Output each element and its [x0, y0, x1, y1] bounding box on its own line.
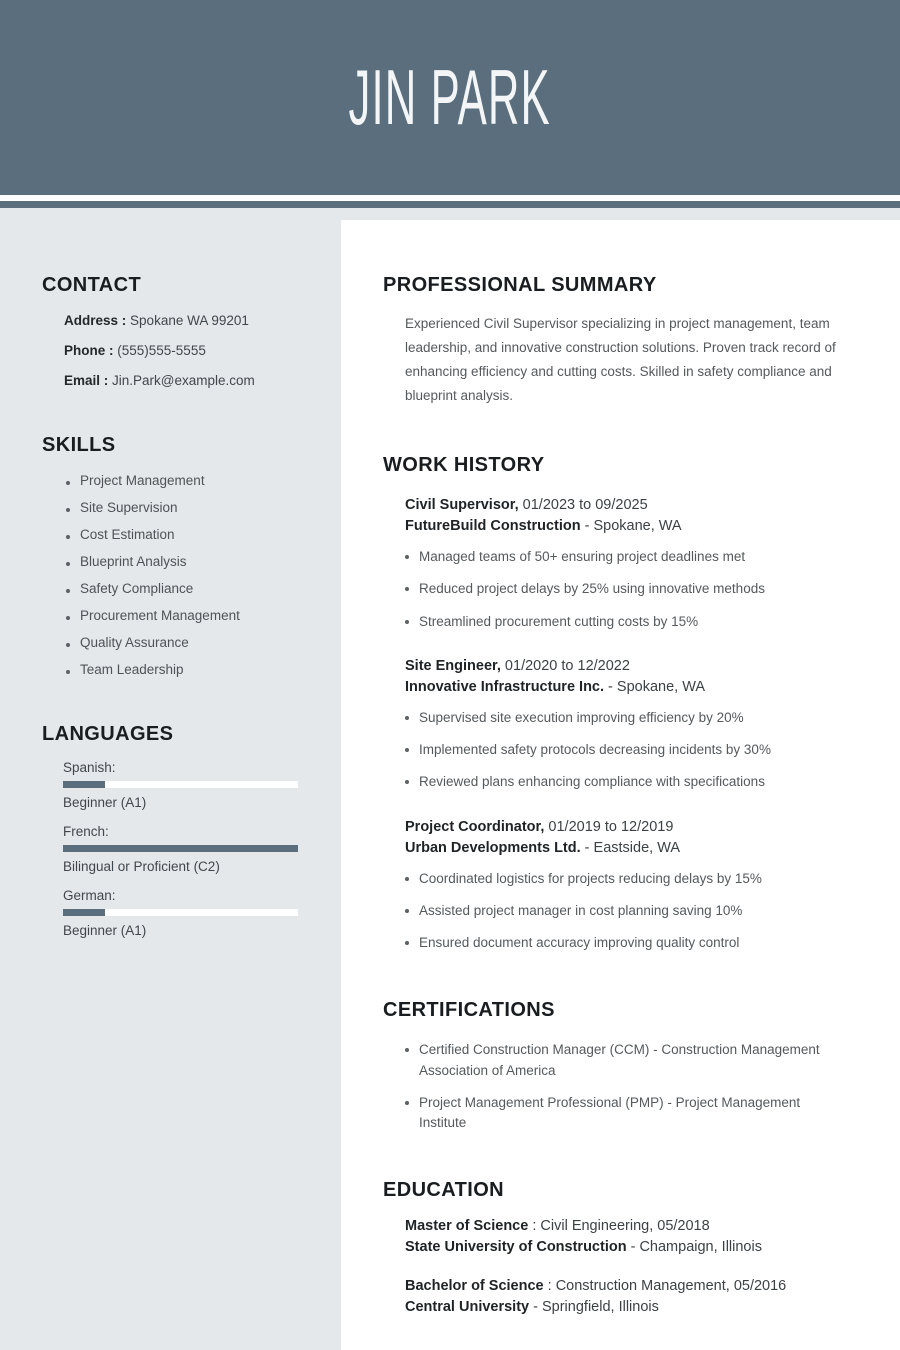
education-degree-line: [405, 1276, 855, 1297]
education-title: EDUCATION: [383, 1179, 505, 1202]
skill-item: [66, 608, 321, 623]
skill-item: [66, 473, 321, 488]
job-title-line: [405, 656, 855, 677]
bullet-item: [405, 1040, 833, 1081]
bullet-text: Certified Construction Manager (CCM) - Construction Management Association of America: [419, 1042, 820, 1078]
language-progress-bar: [63, 845, 298, 852]
job-location: - Spokane, WA: [580, 518, 682, 535]
bullet-dot-icon: [405, 877, 409, 881]
candidate-name: JIN PARK: [348, 53, 552, 141]
job-entry: [383, 656, 855, 793]
job-dates: 01/2019 to 12/2019: [544, 818, 674, 835]
skills-title: SKILLS: [42, 434, 116, 456]
bullet-item: [405, 579, 855, 599]
job-dates: 01/2020 to 12/2022: [500, 657, 630, 674]
language-level: Bilingual or Proficient (C2): [63, 859, 220, 874]
contact-value: (555)555-5555: [117, 343, 206, 358]
education-entry: [383, 1216, 855, 1258]
skill-label: Project Management: [80, 473, 205, 488]
education-school: State University of Construction: [405, 1239, 627, 1256]
education-list: [383, 1216, 855, 1318]
bullet-dot-icon: [405, 909, 409, 913]
contact-row: [64, 313, 321, 328]
skill-label: Procurement Management: [80, 608, 240, 623]
education-school-line: [405, 1297, 855, 1318]
bullet-dot-icon: [66, 589, 70, 593]
language-item: [63, 888, 321, 938]
bullet-text: Reduced project delays by 25% using innovative methods: [419, 581, 765, 597]
skill-item: [66, 635, 321, 650]
work-history-title: WORK HISTORY: [383, 454, 545, 477]
skill-item: [66, 554, 321, 569]
bullet-dot-icon: [66, 643, 70, 647]
skill-item: [66, 500, 321, 515]
education-school-line: [405, 1237, 855, 1258]
skill-label: Blueprint Analysis: [80, 554, 187, 569]
education-degree: Bachelor of Science: [405, 1278, 544, 1295]
languages-list: [42, 760, 321, 938]
skills-section: [42, 434, 321, 677]
contact-label: Phone :: [64, 343, 114, 358]
bullet-text: Reviewed plans enhancing compliance with specifications: [419, 774, 765, 790]
bullet-item: [405, 612, 855, 632]
job-company-line: [405, 516, 855, 537]
language-name: Spanish:: [63, 760, 116, 775]
skill-label: Cost Estimation: [80, 527, 175, 542]
job-entry: [383, 495, 855, 632]
bullet-item: [405, 708, 855, 728]
job-title-line: [405, 495, 855, 516]
job-bullets: [405, 869, 855, 954]
bullet-item: [405, 772, 855, 792]
contact-row: [64, 373, 321, 388]
contact-row: [64, 343, 321, 358]
job-role: Project Coordinator,: [405, 818, 545, 835]
bullet-text: Assisted project manager in cost planning saving 10%: [419, 902, 743, 918]
contact-value: Spokane WA 99201: [130, 313, 249, 328]
bullet-text: Implemented safety protocols decreasing incidents by 30%: [419, 742, 771, 758]
bullet-item: [405, 740, 855, 760]
bullet-text: Project Management Professional (PMP) - Project Management Institute: [419, 1094, 801, 1131]
contact-label: Email :: [64, 373, 109, 388]
skill-label: Quality Assurance: [80, 635, 189, 650]
job-company: FutureBuild Construction: [405, 518, 581, 535]
bullet-dot-icon: [66, 670, 70, 674]
education-field: : Civil Engineering, 05/2018: [528, 1218, 710, 1235]
sidebar: [0, 208, 341, 1350]
work-history-section: [383, 454, 855, 953]
education-location: - Champaign, Illinois: [626, 1239, 762, 1256]
bullet-text: Supervised site execution improving efficiency by 20%: [419, 709, 744, 725]
contact-value: Jin.Park@example.com: [112, 373, 255, 388]
contact-section: [42, 274, 321, 388]
job-company: Innovative Infrastructure Inc.: [405, 678, 605, 695]
bullet-dot-icon: [66, 535, 70, 539]
bullet-dot-icon: [66, 481, 70, 485]
education-entry: [383, 1276, 855, 1318]
job-dates: 01/2023 to 09/2025: [518, 497, 648, 514]
bullet-dot-icon: [405, 1048, 409, 1052]
language-progress-fill: [63, 781, 105, 788]
job-role: Civil Supervisor,: [405, 497, 519, 514]
bullet-text: Coordinated logistics for projects reducing delays by 15%: [419, 870, 762, 886]
bullet-dot-icon: [66, 562, 70, 566]
bullet-dot-icon: [405, 620, 409, 624]
summary-text: Experienced Civil Supervisor specializing in project management, team leadership, and innovative construction solutions. Proven track record of enhancing efficiency and cutting costs. Skilled in safety compliance and blueprint analysis.: [405, 316, 836, 404]
bullet-dot-icon: [66, 508, 70, 512]
bullet-item: [405, 547, 855, 567]
resume-body: [0, 208, 900, 1350]
bullet-item: [405, 1093, 833, 1134]
bullet-text: Managed teams of 50+ ensuring project deadlines met: [419, 549, 746, 565]
contact-list: [42, 313, 321, 388]
certifications-title: CERTIFICATIONS: [383, 999, 555, 1022]
contact-label: Address :: [64, 313, 127, 328]
languages-section: [42, 723, 321, 938]
education-field: : Construction Management, 05/2016: [543, 1278, 787, 1295]
summary-section: [383, 274, 855, 408]
skill-label: Site Supervision: [80, 500, 178, 515]
bullet-dot-icon: [405, 780, 409, 784]
bullet-item: [405, 933, 855, 953]
job-bullets: [405, 708, 855, 793]
language-item: [63, 824, 321, 874]
language-progress-fill: [63, 909, 105, 916]
skill-item: [66, 581, 321, 596]
certifications-list: [383, 1040, 833, 1133]
bullet-item: [405, 901, 855, 921]
bullet-dot-icon: [405, 555, 409, 559]
bullet-dot-icon: [405, 716, 409, 720]
job-company-line: [405, 838, 855, 859]
education-degree: Master of Science: [405, 1218, 529, 1235]
skill-item: [66, 662, 321, 677]
language-name: French:: [63, 824, 109, 839]
bullet-text: Ensured document accuracy improving quality control: [419, 935, 740, 951]
skill-label: Team Leadership: [80, 662, 184, 677]
job-role: Site Engineer,: [405, 657, 501, 674]
language-level: Beginner (A1): [63, 795, 147, 810]
language-item: [63, 760, 321, 810]
contact-title: CONTACT: [42, 274, 142, 296]
jobs-list: [383, 495, 855, 953]
job-company: Urban Developments Ltd.: [405, 839, 581, 856]
education-degree-line: [405, 1216, 855, 1237]
bullet-dot-icon: [66, 616, 70, 620]
education-school: Central University: [405, 1299, 530, 1316]
language-level: Beginner (A1): [63, 923, 147, 938]
job-bullets: [405, 547, 855, 632]
skill-item: [66, 527, 321, 542]
certifications-section: [383, 999, 855, 1133]
skills-list: [42, 473, 321, 677]
bullet-text: Streamlined procurement cutting costs by 15%: [419, 613, 699, 629]
bullet-item: [405, 869, 855, 889]
job-title-line: [405, 817, 855, 838]
job-entry: [383, 817, 855, 954]
bullet-dot-icon: [405, 941, 409, 945]
bullet-dot-icon: [405, 1101, 409, 1105]
resume-header: [0, 0, 900, 195]
skill-label: Safety Compliance: [80, 581, 194, 596]
header-divider-slate: [0, 201, 900, 208]
language-progress-fill: [63, 845, 298, 852]
bullet-dot-icon: [405, 748, 409, 752]
job-location: - Spokane, WA: [604, 678, 706, 695]
summary-title: PROFESSIONAL SUMMARY: [383, 274, 657, 296]
language-progress-bar: [63, 909, 298, 916]
education-section: [383, 1179, 855, 1318]
main-panel: [341, 220, 900, 1350]
languages-title: LANGUAGES: [42, 723, 174, 745]
bullet-dot-icon: [405, 587, 409, 591]
language-name: German:: [63, 888, 116, 903]
education-location: - Springfield, Illinois: [529, 1299, 659, 1316]
job-company-line: [405, 677, 855, 698]
job-location: - Eastside, WA: [580, 839, 681, 856]
language-progress-bar: [63, 781, 298, 788]
